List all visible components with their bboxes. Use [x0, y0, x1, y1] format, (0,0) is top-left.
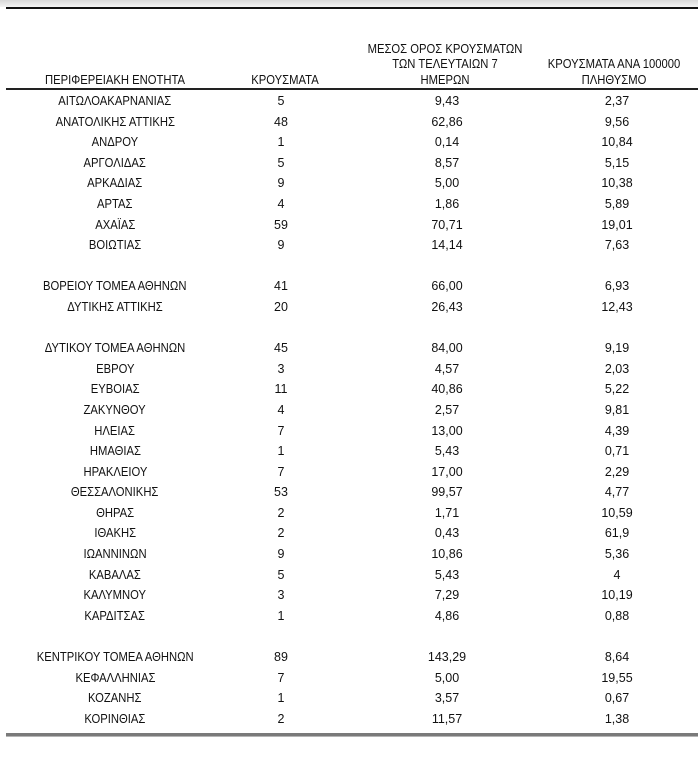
table-row: [0, 709, 698, 730]
cell-per100k: [552, 606, 682, 627]
table-row: [0, 688, 698, 709]
cell-per100k-text: 10,38: [601, 176, 633, 191]
cell-avg7: [389, 647, 505, 668]
cell-region: [0, 91, 230, 112]
cell-region: [0, 421, 230, 442]
cell-region-text: ΑΝΑΤΟΛΙΚΗΣ ΑΤΤΙΚΗΣ: [55, 114, 175, 129]
cell-region-text: ΚΕΦΑΛΛΗΝΙΑΣ: [74, 670, 156, 685]
cell-region: [0, 482, 230, 503]
cell-cases-text: 4: [277, 196, 285, 211]
header-per100k: [538, 57, 689, 88]
cell-cases: [226, 379, 336, 400]
cell-avg7: [389, 91, 505, 112]
cell-avg7: [389, 503, 505, 524]
cell-region: [0, 441, 230, 462]
table-row: [0, 91, 698, 112]
table-row: [0, 421, 698, 442]
table-row-spacer: [0, 256, 698, 277]
cell-avg7: [389, 421, 505, 442]
cell-region-text: ΕΥΒΟΙΑΣ: [90, 382, 140, 397]
cell-avg7-text: 10,86: [431, 547, 463, 562]
cell-region: [0, 359, 230, 380]
table-row: [0, 235, 698, 256]
cell-region-text: ΑΝΔΡΟΥ: [91, 135, 139, 150]
cell-region-text: ΔΥΤΙΚΗΣ ΑΤΤΙΚΗΣ: [67, 299, 163, 314]
cell-cases-text: 9: [277, 176, 285, 191]
cell-avg7: [389, 112, 505, 133]
cell-cases: [226, 112, 336, 133]
cell-avg7: [389, 297, 505, 318]
table-row: [0, 565, 698, 586]
cell-cases: [226, 565, 336, 586]
cell-region-text: ΑΡΚΑΔΙΑΣ: [87, 176, 143, 191]
table-row: [0, 173, 698, 194]
table-row: [0, 606, 698, 627]
cell-per100k-text: 4,39: [604, 423, 630, 438]
header-avg7-line1: ΜΕΣΟΣ ΟΡΟΣ ΚΡΟΥΣΜΑΤΩΝ: [367, 41, 523, 56]
cell-avg7-text: 84,00: [431, 341, 463, 356]
cell-region-text: ΚΟΡΙΝΘΙΑΣ: [84, 711, 146, 726]
cell-avg7: [389, 441, 505, 462]
cell-cases: [226, 91, 336, 112]
cell-cases-text: 5: [277, 94, 285, 108]
cell-per100k: [552, 668, 682, 689]
cell-region: [0, 688, 230, 709]
cell-cases: [226, 297, 336, 318]
cell-cases-text: 9: [277, 238, 285, 253]
cell-per100k: [552, 523, 682, 544]
cell-region-text: ΚΑΒΑΛΑΣ: [88, 567, 141, 582]
cell-per100k: [552, 503, 682, 524]
cell-per100k: [552, 132, 682, 153]
cell-per100k-text: 9,19: [604, 341, 630, 356]
cell-per100k: [552, 112, 682, 133]
table-row: [0, 523, 698, 544]
header-avg7-line3: ΗΜΕΡΩΝ: [420, 72, 470, 87]
bottom-rule: [6, 733, 698, 737]
cell-per100k: [552, 359, 682, 380]
table-row: [0, 379, 698, 400]
cell-avg7: [389, 215, 505, 236]
table-row: [0, 359, 698, 380]
cell-cases: [226, 585, 336, 606]
cell-cases: [226, 647, 336, 668]
cell-region: [0, 462, 230, 483]
cell-region-text: ΑΙΤΩΛΟΑΚΑΡΝΑΝΙΑΣ: [58, 94, 172, 108]
cell-region: [0, 668, 230, 689]
cell-per100k-text: 61,9: [604, 526, 630, 541]
cell-cases-text: 89: [274, 650, 288, 665]
cell-avg7: [389, 379, 505, 400]
cell-cases: [226, 421, 336, 442]
cell-avg7-text: 0,43: [434, 526, 460, 541]
cell-cases: [226, 215, 336, 236]
cell-per100k-text: 5,15: [604, 155, 630, 170]
cell-avg7: [389, 565, 505, 586]
cell-per100k-text: 9,56: [604, 114, 630, 129]
cell-avg7-text: 1,86: [434, 196, 460, 211]
cell-region-text: ΑΡΓΟΛΙΔΑΣ: [83, 155, 147, 170]
cell-region: [0, 194, 230, 215]
cell-cases: [226, 606, 336, 627]
cell-per100k: [552, 441, 682, 462]
top-shadow-band: [0, 0, 698, 7]
cell-avg7: [389, 173, 505, 194]
cell-per100k-text: 2,37: [604, 94, 630, 108]
table-row: [0, 462, 698, 483]
cell-per100k-text: 8,64: [604, 650, 630, 665]
table-row: [0, 647, 698, 668]
cell-cases: [226, 194, 336, 215]
cell-cases-text: 1: [277, 691, 285, 706]
cell-cases-text: 11: [274, 382, 288, 397]
cell-region-text: ΔΥΤΙΚΟΥ ΤΟΜΕΑ ΑΘΗΝΩΝ: [44, 341, 186, 356]
cell-cases: [226, 153, 336, 174]
cell-per100k-text: 7,63: [604, 238, 630, 253]
table-body: [0, 91, 698, 729]
cell-cases-text: 48: [274, 114, 288, 129]
cell-cases-text: 1: [277, 444, 285, 459]
cell-cases: [226, 359, 336, 380]
table-row: [0, 400, 698, 421]
header-cases: ΚΡΟΥΣΜΑΤΑ: [251, 72, 319, 87]
cell-avg7: [389, 462, 505, 483]
cell-avg7-text: 4,57: [434, 361, 460, 376]
cell-per100k: [552, 647, 682, 668]
cell-region-text: ΒΟΡΕΙΟΥ ΤΟΜΕΑ ΑΘΗΝΩΝ: [43, 279, 187, 294]
cell-cases-text: 7: [277, 464, 285, 479]
cell-region-text: ΖΑΚΥΝΘΟΥ: [83, 402, 147, 417]
header-avg7: [364, 42, 526, 89]
cell-region-text: ΗΛΕΙΑΣ: [94, 423, 136, 438]
cell-avg7: [389, 132, 505, 153]
cell-per100k: [552, 194, 682, 215]
cell-region: [0, 173, 230, 194]
cell-avg7-text: 11,57: [431, 711, 463, 726]
cell-per100k-text: 10,59: [601, 505, 633, 520]
cell-avg7: [389, 544, 505, 565]
cell-cases: [226, 132, 336, 153]
table-row: [0, 297, 698, 318]
cell-avg7-text: 0,14: [434, 135, 460, 150]
cell-region-text: ΕΒΡΟΥ: [95, 361, 135, 376]
cell-per100k: [552, 297, 682, 318]
cell-avg7: [389, 235, 505, 256]
cell-cases-text: 3: [277, 588, 285, 603]
cell-cases: [226, 482, 336, 503]
table-row: [0, 338, 698, 359]
cell-region: [0, 153, 230, 174]
cell-cases-text: 1: [277, 135, 285, 150]
cell-per100k: [552, 688, 682, 709]
cell-region-text: ΒΟΙΩΤΙΑΣ: [88, 238, 142, 253]
cell-region: [0, 523, 230, 544]
cell-cases-text: 3: [277, 361, 285, 376]
cell-region-text: ΘΕΣΣΑΛΟΝΙΚΗΣ: [71, 485, 159, 500]
cell-avg7: [389, 523, 505, 544]
cell-cases-text: 5: [277, 155, 285, 170]
cell-per100k-text: 1,38: [604, 711, 630, 726]
cell-region: [0, 276, 230, 297]
table-row: [0, 112, 698, 133]
cell-cases-text: 45: [274, 341, 288, 356]
header-region: ΠΕΡΙΦΕΡΕΙΑΚΗ ΕΝΟΤΗΤΑ: [44, 72, 186, 87]
cell-per100k: [552, 462, 682, 483]
cell-per100k-text: 0,88: [604, 608, 630, 623]
cell-cases: [226, 523, 336, 544]
cell-avg7-text: 5,43: [434, 567, 460, 582]
cell-region: [0, 544, 230, 565]
cell-region: [0, 585, 230, 606]
cell-avg7-text: 2,57: [434, 402, 460, 417]
cell-avg7-text: 143,29: [427, 650, 467, 665]
cell-avg7-text: 17,00: [431, 464, 463, 479]
cell-avg7-text: 99,57: [431, 485, 463, 500]
cell-cases-text: 2: [277, 526, 285, 541]
cell-per100k-text: 10,19: [601, 588, 633, 603]
table-row: [0, 482, 698, 503]
cell-per100k: [552, 153, 682, 174]
table-row: [0, 585, 698, 606]
table-row: [0, 276, 698, 297]
cell-cases-text: 4: [277, 402, 285, 417]
cell-avg7-text: 8,57: [434, 155, 460, 170]
cell-avg7: [389, 276, 505, 297]
cell-cases-text: 5: [277, 567, 285, 582]
cell-cases: [226, 668, 336, 689]
cell-avg7: [389, 338, 505, 359]
cell-per100k-text: 2,03: [604, 361, 630, 376]
cell-per100k: [552, 400, 682, 421]
cell-per100k-text: 4,77: [604, 485, 630, 500]
cell-avg7-text: 9,43: [434, 94, 460, 108]
cell-per100k: [552, 173, 682, 194]
cell-per100k-text: 2,29: [604, 464, 630, 479]
cell-per100k-text: 5,36: [604, 547, 630, 562]
cell-region: [0, 503, 230, 524]
cell-region-text: ΗΡΑΚΛΕΙΟΥ: [83, 464, 147, 479]
header-rule: [6, 88, 698, 90]
cell-region: [0, 647, 230, 668]
table-row: [0, 544, 698, 565]
cell-cases-text: 7: [277, 423, 285, 438]
cell-region: [0, 215, 230, 236]
cell-cases: [226, 276, 336, 297]
cell-region-text: ΘΗΡΑΣ: [95, 505, 134, 520]
table-row-spacer: [0, 626, 698, 647]
table-row: [0, 503, 698, 524]
table-row: [0, 132, 698, 153]
table-row: [0, 215, 698, 236]
cell-avg7: [389, 482, 505, 503]
header-per100k-line1: ΚΡΟΥΣΜΑΤΑ ΑΝΑ 100000: [547, 57, 681, 71]
cell-cases: [226, 400, 336, 421]
cell-region: [0, 297, 230, 318]
cell-region: [0, 709, 230, 730]
cell-cases-text: 9: [277, 547, 285, 562]
cell-per100k-text: 12,43: [601, 299, 633, 314]
cell-cases: [226, 709, 336, 730]
cell-avg7-text: 14,14: [431, 238, 463, 253]
cell-region: [0, 379, 230, 400]
cell-cases-text: 41: [274, 279, 288, 294]
cell-avg7: [389, 400, 505, 421]
cell-per100k: [552, 276, 682, 297]
cell-avg7: [389, 153, 505, 174]
cell-cases: [226, 441, 336, 462]
cell-per100k-text: 6,93: [604, 279, 630, 294]
cell-cases-text: 2: [277, 711, 285, 726]
cell-cases: [226, 338, 336, 359]
table-header: [0, 38, 698, 88]
cell-region: [0, 338, 230, 359]
cell-cases: [226, 462, 336, 483]
cell-cases: [226, 688, 336, 709]
cell-region: [0, 400, 230, 421]
cell-avg7: [389, 709, 505, 730]
cell-cases-text: 53: [274, 485, 288, 500]
cell-per100k: [552, 235, 682, 256]
cell-region-text: ΑΡΤΑΣ: [97, 196, 133, 211]
cell-region-text: ΚΑΛΥΜΝΟΥ: [83, 588, 147, 603]
cell-avg7-text: 40,86: [431, 382, 463, 397]
cell-region-text: ΚΕΝΤΡΙΚΟΥ ΤΟΜΕΑ ΑΘΗΝΩΝ: [36, 650, 194, 665]
cell-per100k-text: 5,22: [604, 382, 630, 397]
cell-per100k-text: 0,71: [604, 444, 630, 459]
cell-per100k: [552, 544, 682, 565]
cell-avg7-text: 5,00: [434, 176, 460, 191]
cell-per100k: [552, 565, 682, 586]
cell-per100k: [552, 338, 682, 359]
cell-cases: [226, 544, 336, 565]
cell-avg7: [389, 359, 505, 380]
cell-region: [0, 565, 230, 586]
cell-per100k-text: 5,89: [604, 196, 630, 211]
cell-avg7-text: 5,43: [434, 444, 460, 459]
top-rule: [6, 7, 698, 9]
cell-per100k-text: 19,01: [601, 217, 633, 232]
cell-avg7: [389, 668, 505, 689]
table-row: [0, 668, 698, 689]
table-row: [0, 194, 698, 215]
header-per100k-line2: ΠΛΗΘΥΣΜΟ: [581, 72, 647, 87]
cell-cases-text: 1: [277, 608, 285, 623]
cell-avg7-text: 5,00: [434, 670, 460, 685]
cell-region: [0, 626, 230, 647]
cell-region: [0, 112, 230, 133]
table-row-spacer: [0, 318, 698, 339]
cell-per100k-text: 4: [613, 567, 621, 582]
cell-per100k: [552, 585, 682, 606]
cell-per100k: [552, 421, 682, 442]
cell-avg7-text: 70,71: [431, 217, 463, 232]
cell-cases: [226, 173, 336, 194]
cell-per100k-text: 0,67: [604, 691, 630, 706]
cell-avg7-text: 7,29: [434, 588, 460, 603]
cell-cases: [226, 503, 336, 524]
cell-avg7-text: 26,43: [431, 299, 463, 314]
cell-per100k: [552, 482, 682, 503]
cell-avg7-text: 13,00: [431, 423, 463, 438]
cell-avg7-text: 3,57: [434, 691, 460, 706]
cell-region-text: ΑΧΑΪΑΣ: [94, 217, 136, 232]
cell-region-text: ΙΘΑΚΗΣ: [94, 526, 136, 541]
cell-avg7-text: 1,71: [434, 505, 460, 520]
cell-avg7-text: 62,86: [431, 114, 463, 129]
cell-avg7: [389, 688, 505, 709]
cell-region: [0, 606, 230, 627]
cell-cases-text: 59: [274, 217, 288, 232]
cell-per100k-text: 9,81: [604, 402, 630, 417]
cell-avg7: [389, 194, 505, 215]
cell-region-text: ΚΟΖΑΝΗΣ: [88, 691, 142, 706]
cell-per100k-text: 19,55: [601, 670, 633, 685]
cell-per100k-text: 10,84: [601, 135, 633, 150]
cell-region-text: ΙΩΑΝΝΙΝΩΝ: [83, 547, 147, 562]
cell-region: [0, 256, 230, 277]
cell-cases-text: 7: [277, 670, 285, 685]
cell-region-text: ΚΑΡΔΙΤΣΑΣ: [84, 608, 146, 623]
cell-cases-text: 2: [277, 505, 285, 520]
cell-avg7: [389, 606, 505, 627]
cell-region: [0, 235, 230, 256]
cell-region: [0, 318, 230, 339]
cell-avg7: [389, 585, 505, 606]
cell-avg7-text: 66,00: [431, 279, 463, 294]
table-row: [0, 441, 698, 462]
cell-per100k: [552, 379, 682, 400]
cell-per100k: [552, 709, 682, 730]
cell-per100k: [552, 215, 682, 236]
cell-region-text: ΗΜΑΘΙΑΣ: [89, 444, 141, 459]
cell-avg7-text: 4,86: [434, 608, 460, 623]
cell-per100k: [552, 91, 682, 112]
table-row: [0, 153, 698, 174]
cell-cases: [226, 235, 336, 256]
header-avg7-line2: ΤΩΝ ΤΕΛΕΥΤΑΙΩΝ 7: [392, 57, 498, 71]
cell-region: [0, 132, 230, 153]
cell-cases-text: 20: [274, 299, 288, 314]
